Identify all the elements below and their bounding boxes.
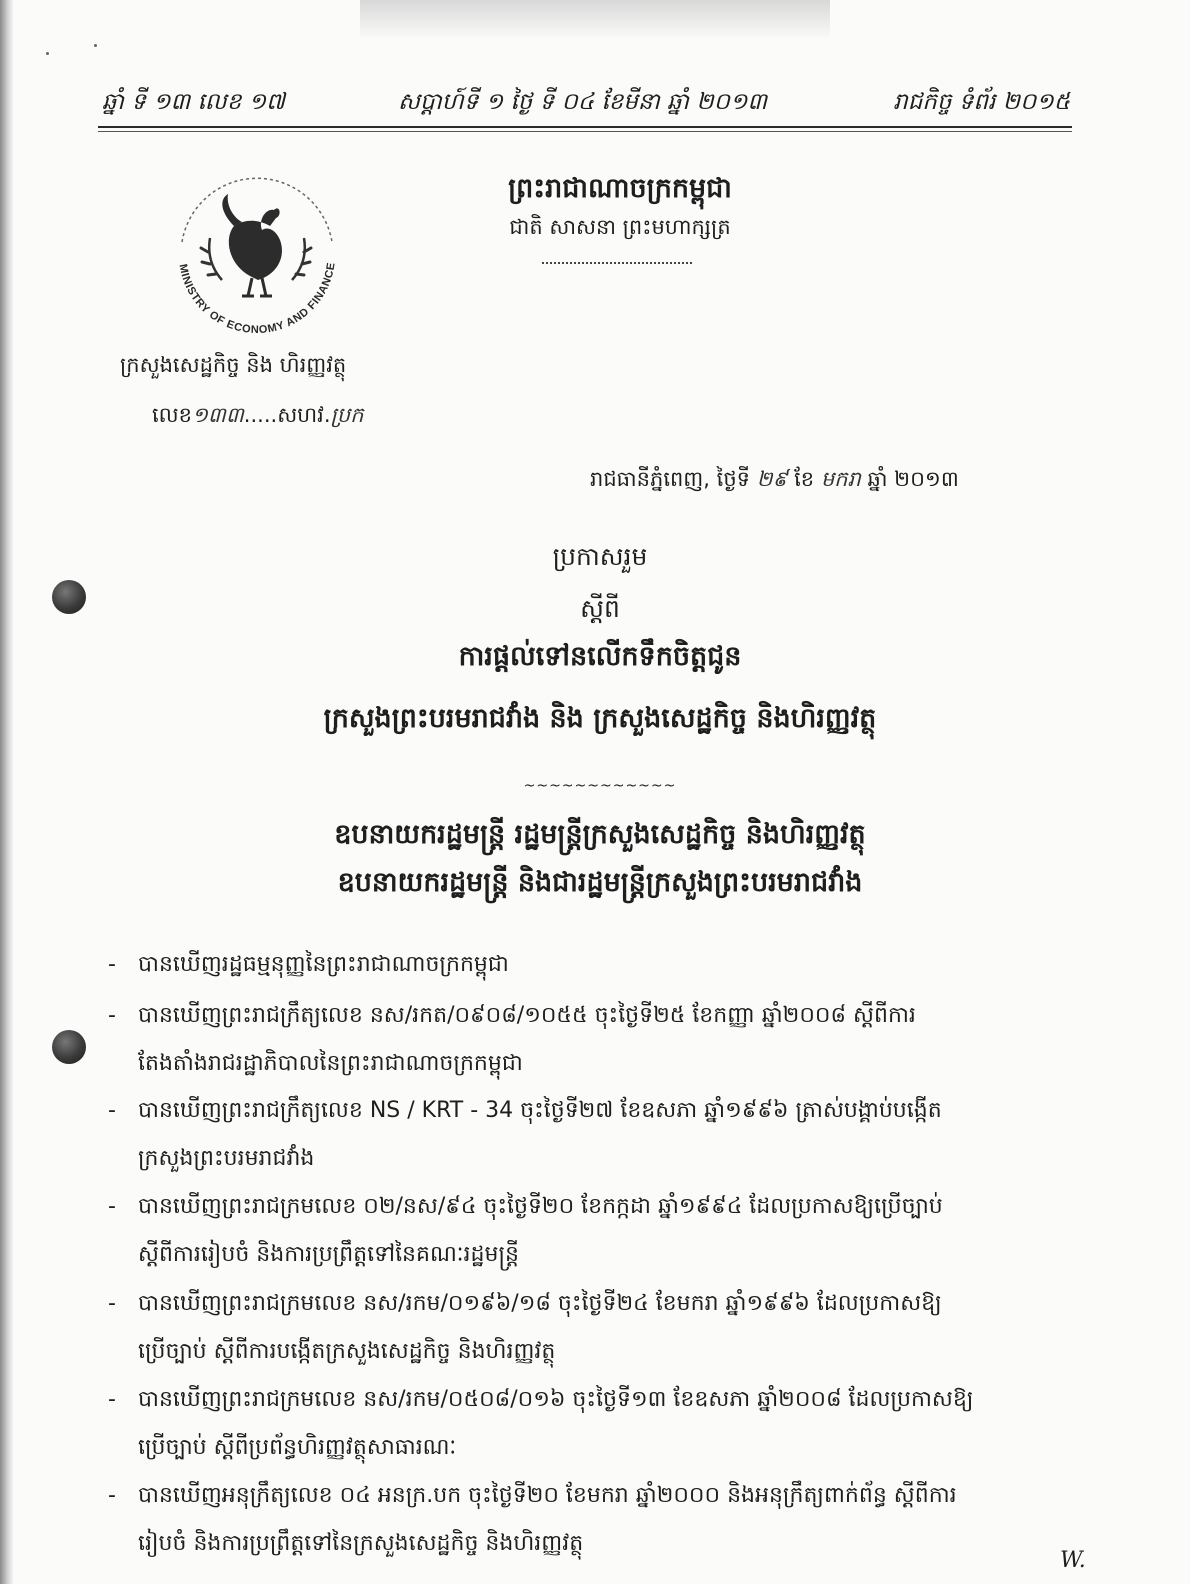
reference-number bbox=[152, 402, 363, 433]
motto-divider bbox=[542, 262, 692, 264]
preamble-item-text: បានឃើញព្រះរាជក្រឹត្យលេខ NS / KRT - 34 ចុះថ្ងៃទី២៧ ខែឧសភា ឆ្នាំ១៩៩៦ ត្រាស់បង្គាប់បង្កើត bbox=[138, 1098, 942, 1123]
scan-speck bbox=[46, 52, 49, 55]
preamble-item-text: បានឃើញព្រះរាជក្រមលេខ នស/រកម/០១៩៦/១៨ ចុះថ្ងៃទី២៤ ខែមករា ឆ្នាំ១៩៩៦ ដែលប្រកាសឱ្យ bbox=[138, 1291, 942, 1316]
gazette-week-date: សប្តាហ៍ទី ១ ថ្ងៃ ទី ០៤ ខែមីនា ឆ្នាំ ២០១៣ bbox=[398, 89, 767, 115]
list-dash: - bbox=[108, 1483, 116, 1508]
document-type: ប្រកាសរួម bbox=[552, 542, 648, 571]
reference-number-handwritten: ១៣៣ bbox=[192, 403, 244, 427]
reference-prefix: លេខ bbox=[152, 403, 192, 427]
header-rule bbox=[98, 131, 1072, 132]
document-subject: ការផ្តល់ទៅនលើកទឹកចិត្តជូន bbox=[458, 641, 742, 672]
preamble-item-text: បានឃើញព្រះរាជក្រមលេខ នស/រកម/០៥០៨/០១៦ ចុះថ្ងៃទី១៣ ខែឧសភា ឆ្នាំ២០០៨ ដែលប្រកាសឱ្យ bbox=[138, 1387, 974, 1412]
title-about: ស្តីពី bbox=[580, 594, 620, 623]
gazette-year-issue: ឆ្នាំ ទី ១៣ លេខ ១៧ bbox=[102, 89, 285, 115]
scan-smudge bbox=[360, 0, 830, 40]
gazette-header bbox=[98, 84, 1070, 124]
dateline-month-label: ខែ bbox=[794, 467, 815, 491]
scan-speck bbox=[94, 44, 97, 47]
preamble-item-text: តែងតាំងរាជរដ្ឋាភិបាលនៃព្រះរាជាណាចក្រកម្ពុជា bbox=[138, 1051, 523, 1076]
gazette-page-number: រាជកិច្ច ទំព័រ ២០១៥ bbox=[893, 89, 1070, 115]
preamble-item bbox=[108, 1376, 1066, 1472]
dateline-prefix: រាជធានីភ្នំពេញ, ថ្ងៃទី bbox=[590, 467, 750, 491]
kingdom-name: ព្រះរាជាណាចក្រកម្ពុជា bbox=[508, 173, 732, 204]
preamble-item-text: រៀបចំ និងការប្រព្រឹត្តទៅនៃក្រសួងសេដ្ឋកិច្ច និងហិរញ្ញវត្ថុ bbox=[138, 1531, 584, 1556]
scan-edge-shadow bbox=[0, 0, 14, 1584]
preamble-item-text: ប្រើច្បាប់ ស្តីពីការបង្កើតក្រសួងសេដ្ឋកិច្ច និងហិរញ្ញវត្ថុ bbox=[138, 1339, 556, 1364]
preamble-item-text: ស្តីពីការរៀបចំ និងការប្រព្រឹត្តទៅនៃគណៈរដ្ឋមន្ត្រី bbox=[138, 1242, 519, 1267]
signatory-line-1: ឧបនាយករដ្ឋមន្ត្រី រដ្ឋមន្ត្រីក្រសួងសេដ្ឋកិច្ច និងហិរញ្ញវត្ថុ bbox=[334, 819, 866, 850]
dateline-month-handwritten: មករា bbox=[820, 467, 861, 491]
list-dash: - bbox=[108, 952, 116, 977]
preamble-item bbox=[108, 1183, 1066, 1279]
list-dash: - bbox=[108, 1291, 116, 1316]
punch-hole bbox=[52, 580, 86, 614]
preamble-item-text: ក្រសួងព្រះបរមរាជវាំង bbox=[138, 1146, 315, 1171]
rooster-seal-icon bbox=[162, 160, 352, 350]
ministry-name: ក្រសួងសេដ្ឋកិច្ច និង ហិរញ្ញវត្ថុ bbox=[120, 353, 347, 377]
dateline-year: ឆ្នាំ ២០១៣ bbox=[867, 467, 959, 491]
place-date-line bbox=[590, 466, 959, 497]
punch-hole bbox=[52, 1030, 86, 1064]
list-dash: - bbox=[108, 1098, 116, 1123]
preamble-item bbox=[108, 1472, 1066, 1568]
national-motto: ជាតិ សាសនា ព្រះមហាក្សត្រ bbox=[509, 215, 731, 239]
preamble-item-text: ប្រើច្បាប់ ស្តីពីប្រព័ន្ធហិរញ្ញវត្ថុសាធារណៈ bbox=[138, 1435, 457, 1460]
list-dash: - bbox=[108, 1003, 116, 1028]
signatory-line-2: ឧបនាយករដ្ឋមន្ត្រី និងជារដ្ឋមន្ត្រីក្រសួងព្រះបរមរាជវាំង bbox=[337, 867, 863, 898]
preamble-item-text: បានឃើញអនុក្រឹត្យលេខ ០៤ អនក្រ.បក ចុះថ្ងៃទី២០ ខែមករា ឆ្នាំ២០០០ និងអនុក្រឹត្យពាក់ព័ន្ធ ស្តីពីការ bbox=[138, 1483, 957, 1508]
preamble-item bbox=[108, 1087, 1066, 1183]
list-dash: - bbox=[108, 1194, 116, 1219]
reference-dots: ..... bbox=[243, 403, 278, 427]
reference-code-handwritten: ប្រក bbox=[330, 403, 364, 427]
title-ornament: ~~~~~~~~~~~~ bbox=[523, 778, 677, 794]
preamble-item-text: បានឃើញព្រះរាជក្រឹត្យលេខ នស/រកត/០៩០៨/១០៥៥ ចុះថ្ងៃទី២៥ ខែកញ្ញា ឆ្នាំ២០០៨ ស្តីពីការ bbox=[138, 1003, 916, 1028]
preamble-item-text: បានឃើញព្រះរាជក្រមលេខ ០២/នស/៩៤ ចុះថ្ងៃទី២០ ខែកក្កដា ឆ្នាំ១៩៩៤ ដែលប្រកាសឱ្យប្រើច្បាប់ bbox=[138, 1194, 943, 1219]
handwritten-initials: W. bbox=[1060, 1548, 1086, 1573]
preamble-item bbox=[108, 941, 1066, 989]
dateline-day-handwritten: ២៩ bbox=[756, 467, 788, 491]
preamble-item bbox=[108, 992, 1066, 1088]
preamble-item bbox=[108, 1280, 1066, 1376]
preamble-item-text: បានឃើញរដ្ឋធម្មនុញ្ញនៃព្រះរាជាណាចក្រកម្ពុជា bbox=[138, 952, 509, 977]
header-rule bbox=[98, 126, 1072, 128]
seal-text: MINISTRY OF ECONOMY AND FINANCE bbox=[176, 261, 338, 337]
reference-suffix: សហវ. bbox=[277, 403, 331, 427]
list-dash: - bbox=[108, 1387, 116, 1412]
document-ministries: ក្រសួងព្រះបរមរាជវាំង និង ក្រសួងសេដ្ឋកិច្ច និងហិរញ្ញវត្ថុ bbox=[323, 703, 877, 734]
